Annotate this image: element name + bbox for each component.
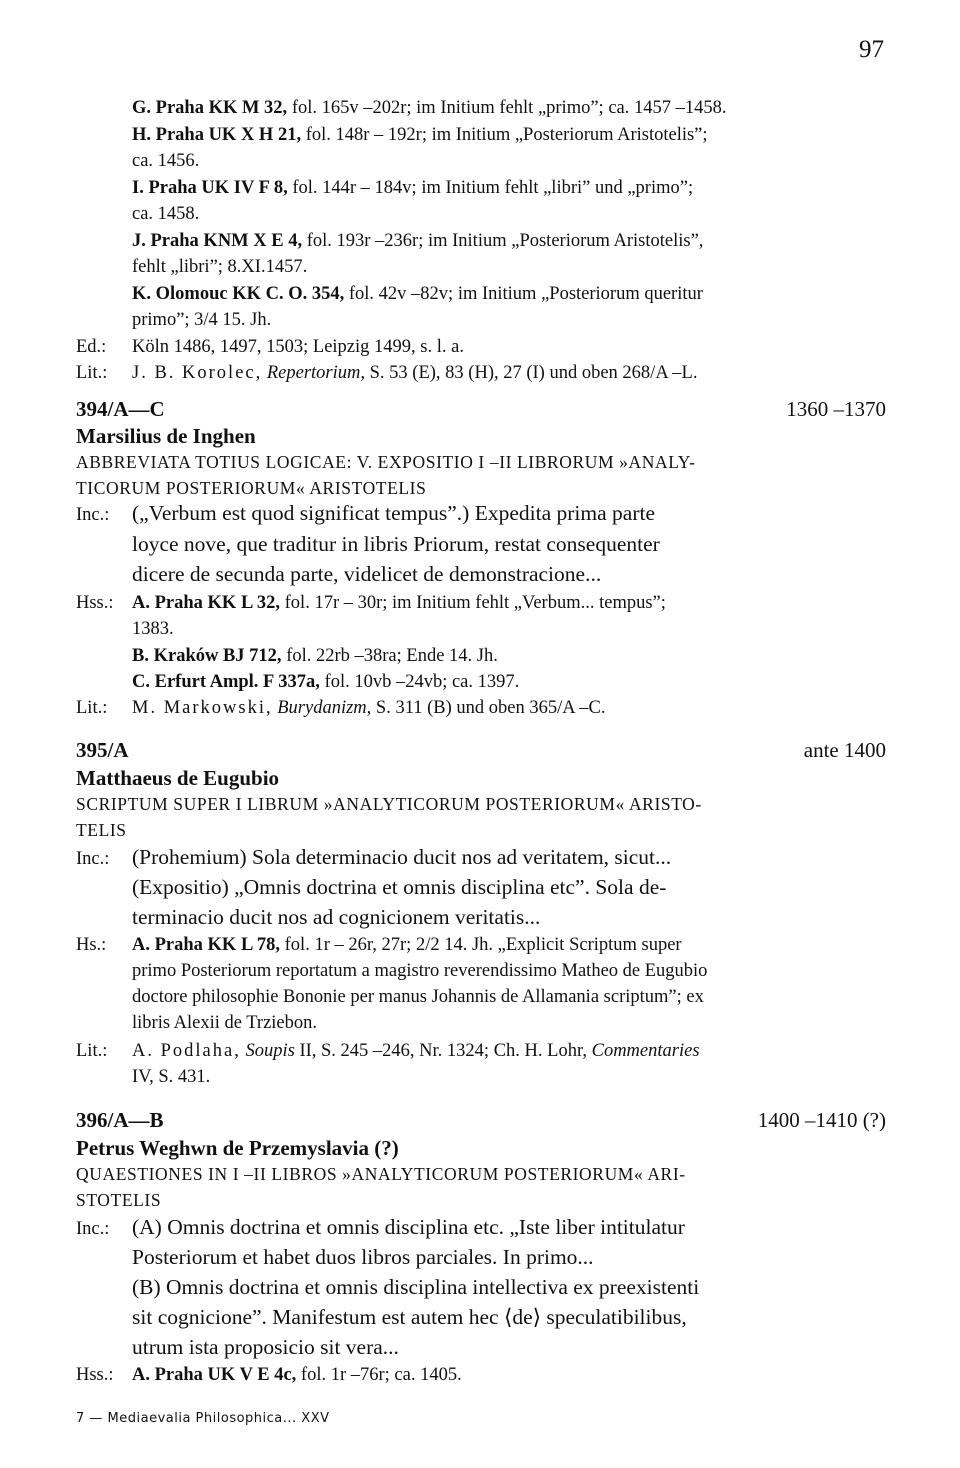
entry-number: 395/A [76,738,129,762]
work-title: SCRIPTUM SUPER I LIBRUM »ANALYTICORUM POSTERIORUM« ARISTO- [76,794,702,814]
manuscripts-label: Hss.: [76,593,114,613]
manuscript-item: B. Kraków BJ 712, fol. 22rb –38ra; Ende 14. Jh. [132,646,498,666]
incipit-line: utrum ista proposicio sit vera... [132,1335,399,1359]
literature-text: J. B. Korolec, Repertorium, S. 53 (E), 83 (H), 27 (I) und oben 268/A –L. [132,363,698,383]
incipit-label: Inc.: [76,1219,110,1239]
incipit-line: dicere de secunda parte, videlicet de demonstracione... [132,562,602,586]
manuscript-label: Hs.: [76,935,107,955]
literature-label: Lit.: [76,363,108,383]
list-item-continuation: ca. 1456. [132,151,200,171]
incipit-line: (B) Omnis doctrina et omnis disciplina intellectiva ex preexistenti [132,1275,700,1299]
manuscript-item: A. Praha UK V E 4c, fol. 1r –76r; ca. 1405. [132,1365,462,1385]
manuscript-item-continuation: libris Alexii de Trziebon. [132,1013,317,1033]
manuscript-item-continuation: doctore philosophie Bononie per manus Johannis de Allamania scriptum”; ex [132,987,704,1007]
work-title-continuation: TELIS [76,820,127,840]
entry-date: ante 1400 [803,738,886,762]
incipit-line: sit cognicione”. Manifestum est autem hec ⟨de⟩ speculatibilibus, [132,1305,687,1329]
incipit-line: terminacio ducit nos ad cognicionem veritatis... [132,905,541,929]
entry-author: Matthaeus de Eugubio [76,766,280,790]
list-item-continuation: ca. 1458. [132,204,200,224]
work-title-continuation: TICORUM POSTERIORUM« ARISTOTELIS [76,478,427,498]
incipit-line: Posteriorum et habet duos libros parciales. In primo... [132,1245,594,1269]
literature-label: Lit.: [76,698,108,718]
literature-label: Lit.: [76,1041,108,1061]
literature-text-continuation: IV, S. 431. [132,1067,211,1087]
manuscript-item: C. Erfurt Ampl. F 337a, fol. 10vb –24vb; ca. 1397. [132,672,520,692]
manuscripts-label: Hss.: [76,1365,114,1385]
list-item: K. Olomouc KK C. O. 354, fol. 42v –82v; im Initium „Posteriorum queritur [132,284,703,304]
entry-author: Marsilius de Inghen [76,424,256,448]
incipit-line: („Verbum est quod significat tempus”.) Expedita prima parte [132,501,656,525]
list-item-continuation: primo”; 3/4 15. Jh. [132,310,272,330]
list-item: J. Praha KNM X E 4, fol. 193r –236r; im Initium „Posteriorum Aristotelis”, [132,231,704,251]
entry-number: 396/A—B [76,1108,164,1132]
edition-text: Köln 1486, 1497, 1503; Leipzig 1499, s. l. a. [132,337,464,357]
entry-date: 1360 –1370 [786,397,886,421]
list-item-continuation: fehlt „libri”; 8.XI.1457. [132,257,308,277]
page-number: 97 [859,36,884,63]
list-item: H. Praha UK X H 21, fol. 148r – 192r; im Initium „Posteriorum Aristotelis”; [132,125,708,145]
manuscript-item: A. Praha KK L 32, fol. 17r – 30r; im Initium fehlt „Verbum... tempus”; [132,593,666,613]
literature-text: A. Podlaha, Soupis II, S. 245 –246, Nr. 1324; Ch. H. Lohr, Commentaries [132,1041,700,1061]
work-title-continuation: STOTELIS [76,1190,162,1210]
incipit-line: loyce nove, que traditur in libris Priorum, restat consequenter [132,532,660,556]
work-title: QUAESTIONES IN I –II LIBROS »ANALYTICORUM POSTERIORUM« ARI- [76,1164,686,1184]
entry-number: 394/A—C [76,397,165,421]
literature-text: M. Markowski, Burydanizm, S. 311 (B) und oben 365/A –C. [132,698,606,718]
entry-date: 1400 –1410 (?) [757,1108,886,1132]
incipit-label: Inc.: [76,505,110,525]
incipit-line: (A) Omnis doctrina et omnis disciplina etc. „Iste liber intitulatur [132,1215,685,1239]
work-title: ABBREVIATA TOTIUS LOGICAE: V. EXPOSITIO I –II LIBRORUM »ANALY- [76,452,696,472]
page-footer: 7 — Mediaevalia Philosophica... XXV [76,1411,330,1426]
incipit-label: Inc.: [76,849,110,869]
manuscript-item: A. Praha KK L 78, fol. 1r – 26r, 27r; 2/2 14. Jh. „Explicit Scriptum super [132,935,682,955]
manuscript-item-continuation: 1383. [132,619,174,639]
incipit-line: (Expositio) „Omnis doctrina et omnis disciplina etc”. Sola de- [132,875,667,899]
incipit-line: (Prohemium) Sola determinacio ducit nos ad veritatem, sicut... [132,845,672,869]
manuscript-item-continuation: primo Posteriorum reportatum a magistro reverendissimo Matheo de Eugubio [132,961,708,981]
entry-author: Petrus Weghwn de Przemyslavia (?) [76,1136,399,1160]
edition-label: Ed.: [76,337,107,357]
list-item: G. Praha KK M 32, fol. 165v –202r; im Initium fehlt „primo”; ca. 1457 –1458. [132,98,727,118]
list-item: I. Praha UK IV F 8, fol. 144r – 184v; im Initium fehlt „libri” und „primo”; [132,178,694,198]
